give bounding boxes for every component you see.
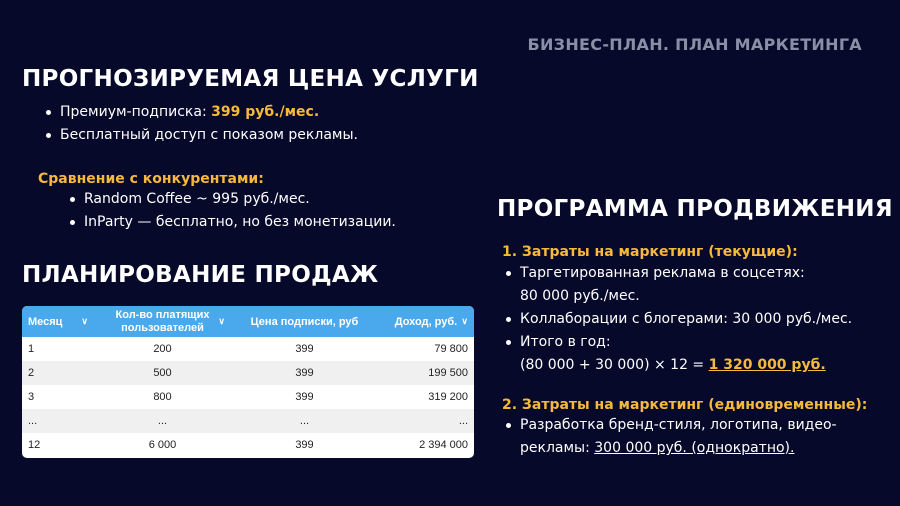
current-costs-title: 1. Затраты на маркетинг (текущие): bbox=[502, 244, 798, 260]
current-cost-line: Таргетированная реклама в соцсетях: bbox=[520, 265, 805, 281]
onetime-cost-item bbox=[504, 414, 837, 460]
current-cost-line: Коллаборации с блогерами: 30 000 руб./мес. bbox=[520, 311, 853, 327]
current-cost-item bbox=[504, 262, 852, 308]
competitor-item: InParty — бесплатно, но без монетизации. bbox=[68, 211, 396, 234]
cell-income: ... bbox=[378, 409, 474, 433]
cell-income: 2 394 000 bbox=[419, 439, 468, 451]
current-costs-list bbox=[504, 262, 852, 377]
column-header-users[interactable]: Кол-во платящих пользователей ∨ bbox=[94, 306, 231, 337]
onetime-total: 300 000 руб. (однократно). bbox=[594, 440, 795, 456]
cell-month: 2 bbox=[22, 361, 94, 385]
chevron-down-icon[interactable]: ∨ bbox=[461, 315, 468, 326]
table-row bbox=[22, 337, 474, 361]
onetime-costs-title: 2. Затраты на маркетинг (единовременные): bbox=[502, 397, 868, 413]
cell-price: 399 bbox=[231, 361, 378, 385]
current-cost-line: (80 000 + 30 000) × 12 = bbox=[520, 357, 709, 373]
column-header-income[interactable]: Доход, руб. ∨ bbox=[378, 306, 474, 337]
cell-users: 800 bbox=[153, 391, 172, 403]
table-header-row bbox=[22, 306, 474, 337]
cell-income: 319 200 bbox=[428, 391, 468, 403]
column-header-price[interactable]: Цена подписки, руб bbox=[231, 306, 378, 337]
pricing-list bbox=[44, 101, 358, 147]
cell-price: 399 bbox=[295, 343, 314, 355]
current-cost-item bbox=[504, 308, 852, 331]
onetime-costs-list bbox=[504, 414, 837, 460]
column-header-month[interactable]: Месяц ∨ bbox=[22, 306, 94, 337]
cell-users: ... bbox=[94, 409, 231, 433]
cell-month: ... bbox=[22, 409, 94, 433]
comparison-title: Сравнение с конкурентами: bbox=[38, 171, 264, 187]
pricing-title: ПРОГНОЗИРУЕМАЯ ЦЕНА УСЛУГИ bbox=[22, 66, 479, 92]
sales-title: ПЛАНИРОВАНИЕ ПРОДАЖ bbox=[22, 262, 379, 288]
chevron-down-icon[interactable]: ∨ bbox=[81, 315, 88, 326]
cell-income: 199 500 bbox=[378, 361, 474, 385]
premium-price: 399 руб./мес. bbox=[211, 104, 320, 120]
cell-price: 399 bbox=[295, 439, 314, 451]
current-cost-item bbox=[504, 331, 852, 377]
pricing-item-label: Бесплатный доступ с показом рекламы. bbox=[60, 127, 358, 143]
competitor-item: Random Coffee ~ 995 руб./мес. bbox=[68, 188, 396, 211]
cell-month: 12 bbox=[28, 439, 41, 451]
promotion-title: ПРОГРАММА ПРОДВИЖЕНИЯ bbox=[497, 196, 893, 222]
header-title: БИЗНЕС-ПЛАН. ПЛАН МАРКЕТИНГА bbox=[527, 35, 862, 54]
current-cost-line: 80 000 руб./мес. bbox=[520, 288, 640, 304]
cell-users: 6 000 bbox=[148, 439, 177, 451]
onetime-cost-line: Разработка бренд-стиля, логотипа, видео- bbox=[520, 417, 837, 433]
table-row bbox=[22, 409, 474, 433]
cell-users: 200 bbox=[153, 343, 172, 355]
table-row bbox=[22, 361, 474, 385]
cell-month: 1 bbox=[28, 343, 35, 355]
cell-users: 500 bbox=[94, 361, 231, 385]
onetime-cost-line: рекламы: bbox=[520, 440, 595, 456]
annual-total: 1 320 000 руб. bbox=[708, 357, 826, 373]
pricing-item-free bbox=[44, 124, 358, 147]
chevron-down-icon[interactable]: ∨ bbox=[218, 315, 225, 326]
current-cost-line: Итого в год: bbox=[520, 334, 611, 350]
cell-month: 3 bbox=[28, 391, 35, 403]
table-row bbox=[22, 433, 474, 457]
cell-income: 79 800 bbox=[434, 343, 468, 355]
competitor-list bbox=[68, 188, 396, 234]
cell-price: 399 bbox=[295, 391, 314, 403]
cell-price: ... bbox=[231, 409, 378, 433]
pricing-item-premium bbox=[44, 101, 358, 124]
pricing-item-label: Премиум-подписка: bbox=[60, 104, 212, 120]
table-row bbox=[22, 385, 474, 409]
sales-table bbox=[22, 306, 474, 458]
